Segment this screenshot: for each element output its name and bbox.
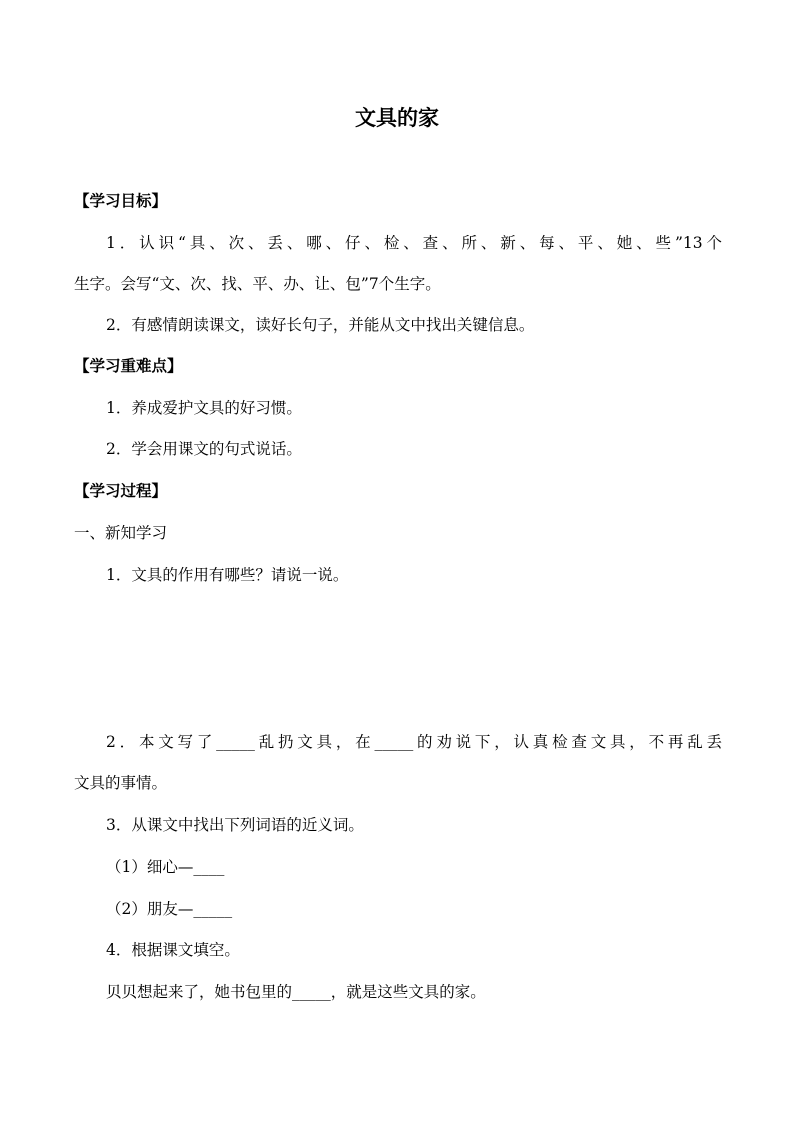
section-heading-key-points: 【学习重难点】 — [74, 357, 183, 375]
page-title: 文具的家 — [355, 105, 439, 130]
question-3-item-b: （2）朋友—_____ — [106, 900, 233, 918]
question-2-line-2: 文具的事情。 — [74, 774, 168, 792]
question-2-line-1: 2．本文写了_____乱扔文具，在_____的劝说下，认真检查文具，不再乱丢 — [106, 733, 722, 751]
question-4: 4．根据课文填空。 — [106, 941, 240, 959]
question-3: 3．从课文中找出下列词语的近义词。 — [106, 816, 364, 834]
question-4-text: 贝贝想起来了，她书包里的_____，就是这些文具的家。 — [106, 983, 486, 1001]
part-1-title: 一、新知学习 — [74, 524, 168, 542]
section-heading-goals: 【学习目标】 — [74, 192, 168, 210]
goal-item-1-line-1: 1．认识“具、次、丢、哪、仔、检、查、所、新、每、平、她、些”13个 — [106, 234, 722, 252]
goal-item-1-line-2: 生字。会写“文、次、找、平、办、让、包”7个生字。 — [74, 275, 441, 293]
key-point-item-1: 1．养成爱护文具的好习惯。 — [106, 399, 302, 417]
goal-item-2: 2．有感情朗读课文，读好长句子，并能从文中找出关键信息。 — [106, 316, 535, 334]
section-heading-process: 【学习过程】 — [74, 482, 168, 500]
question-3-item-a: （1）细心—____ — [106, 858, 225, 876]
key-point-item-2: 2．学会用课文的句式说话。 — [106, 440, 302, 458]
question-1: 1．文具的作用有哪些？请说一说。 — [106, 566, 349, 584]
